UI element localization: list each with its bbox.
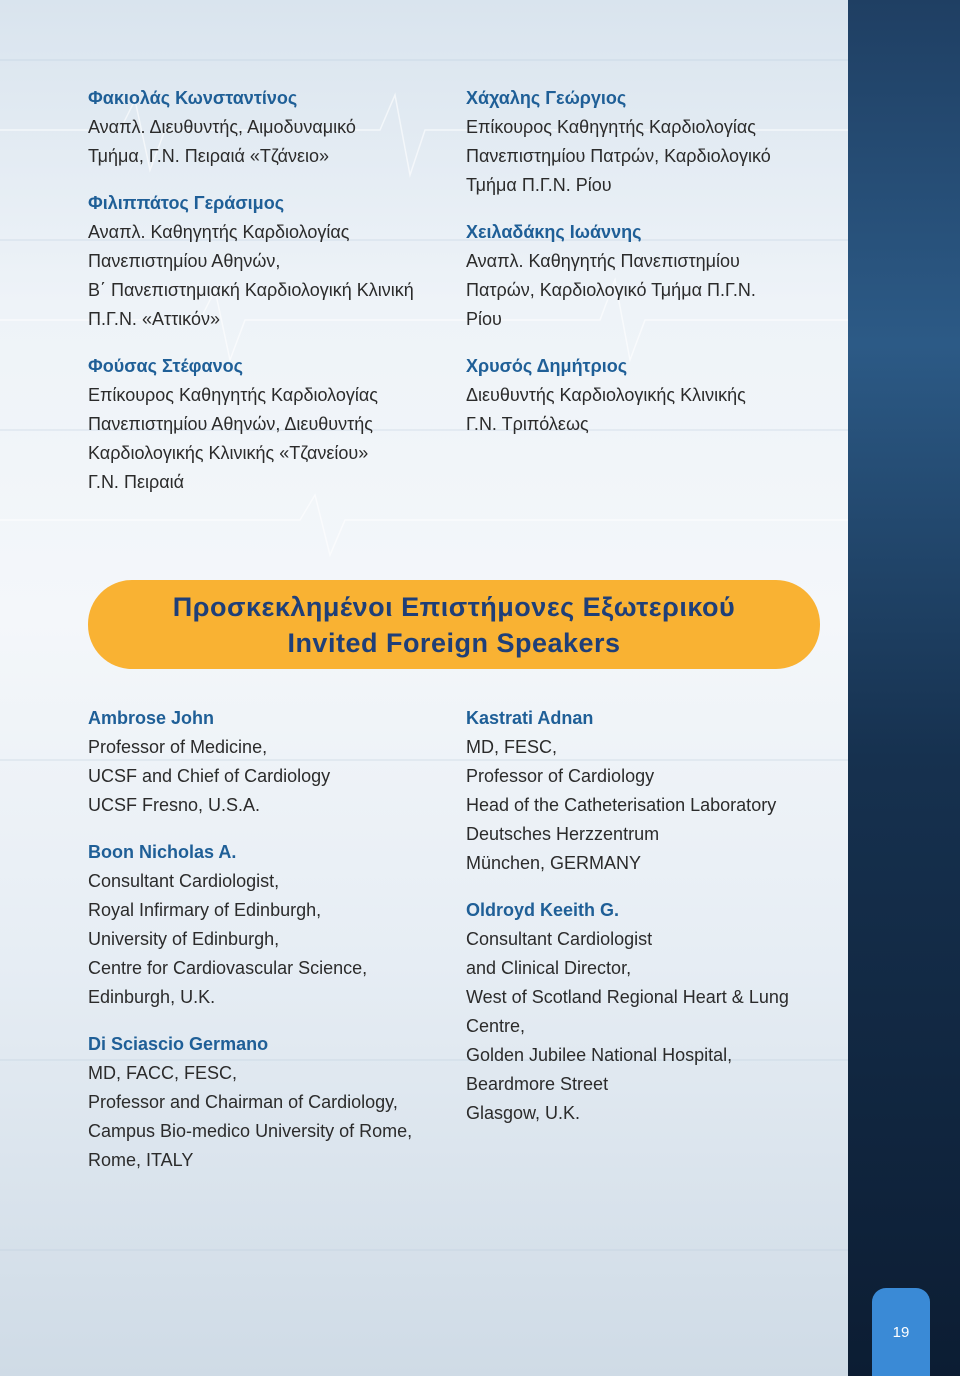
speaker-affiliation-line: Αναπλ. Διευθυντής, Αιμοδυναμικό: [88, 117, 356, 137]
page-number-tab: [872, 1288, 930, 1376]
speaker-name: Χειλαδάκης Ιωάννης: [466, 222, 642, 242]
speaker-affiliation-line: Campus Bio-medico University of Rome,: [88, 1121, 413, 1141]
speaker-name: Ambrose John: [88, 708, 215, 728]
speaker-entry: [466, 352, 836, 439]
speaker-affiliation-line: UCSF Fresno, U.S.A.: [88, 795, 261, 815]
speaker-affiliation-line: München, GERMANY: [466, 853, 642, 873]
speaker-affiliation-line: Π.Γ.Ν. «Αττικόν»: [88, 309, 220, 329]
speaker-affiliation-line: Ρίου: [466, 309, 502, 329]
speaker-name: Φακιολάς Κωνσταντίνος: [88, 88, 298, 108]
speaker-affiliation-line: Head of the Catheterisation Laboratory: [466, 795, 777, 815]
speaker-affiliation-line: Glasgow, U.K.: [466, 1103, 581, 1123]
speaker-name: Φιλιππάτος Γεράσιμος: [88, 193, 285, 213]
speaker-affiliation-line: Β΄ Πανεπιστημιακή Καρδιολογική Κλινική: [88, 280, 414, 300]
speaker-entry: [466, 896, 836, 1128]
speaker-affiliation-line: Γ.Ν. Πειραιά: [88, 472, 185, 492]
speaker-affiliation-line: Πανεπιστημίου Αθηνών,: [88, 251, 281, 271]
speaker-affiliation-line: Centre for Cardiovascular Science,: [88, 958, 368, 978]
speaker-name: Kastrati Adnan: [466, 708, 594, 728]
speaker-affiliation-line: West of Scotland Regional Heart & Lung: [466, 987, 789, 1007]
speaker-affiliation-line: Beardmore Street: [466, 1074, 609, 1094]
speaker-name: Φούσας Στέφανος: [88, 356, 243, 376]
speaker-entry: [466, 84, 836, 200]
banner-title-english: Invited Foreign Speakers: [287, 627, 621, 658]
speaker-affiliation-line: Royal Infirmary of Edinburgh,: [88, 900, 322, 920]
speaker-affiliation-line: Professor of Medicine,: [88, 737, 268, 757]
speaker-affiliation-line: Centre,: [466, 1016, 526, 1036]
greek-speakers-left-column: [88, 84, 458, 515]
speaker-affiliation-line: Professor and Chairman of Cardiology,: [88, 1092, 398, 1112]
foreign-speakers-left-column: [88, 704, 460, 1193]
speaker-affiliation-line: Επίκουρος Καθηγητής Καρδιολογίας: [466, 117, 756, 137]
greek-speakers-right-column: [466, 84, 836, 457]
speaker-affiliation-line: Golden Jubilee National Hospital,: [466, 1045, 733, 1065]
speaker-affiliation-line: MD, FESC,: [466, 737, 558, 757]
speaker-entry: [88, 84, 458, 171]
speaker-affiliation-line: Consultant Cardiologist,: [88, 871, 280, 891]
speaker-affiliation-line: MD, FACC, FESC,: [88, 1063, 238, 1083]
speaker-entry: [466, 704, 836, 878]
speaker-affiliation-line: Πανεπιστημίου Πατρών, Καρδιολογικό: [466, 146, 771, 166]
speaker-affiliation-line: Professor of Cardiology: [466, 766, 655, 786]
speaker-affiliation-line: Καρδιολογικής Κλινικής «Τζανείου»: [88, 443, 369, 463]
speaker-affiliation-line: Αναπλ. Καθηγητής Πανεπιστημίου: [466, 251, 740, 271]
speaker-affiliation-line: Επίκουρος Καθηγητής Καρδιολογίας: [88, 385, 378, 405]
speaker-affiliation-line: Πανεπιστημίου Αθηνών, Διευθυντής: [88, 414, 373, 434]
speaker-affiliation-line: Τμήμα Π.Γ.Ν. Ρίου: [466, 175, 612, 195]
speaker-affiliation-line: Deutsches Herzzentrum: [466, 824, 660, 844]
speaker-entry: [466, 218, 836, 334]
speaker-name: Oldroyd Keeith G.: [466, 900, 620, 920]
speaker-entry: [88, 189, 458, 334]
speaker-affiliation-line: Γ.Ν. Τριπόλεως: [466, 414, 589, 434]
invited-speakers-banner: [88, 580, 820, 669]
decorative-bridge-strip: [848, 0, 960, 1376]
speaker-affiliation-line: UCSF and Chief of Cardiology: [88, 766, 331, 786]
speaker-affiliation-line: Rome, ITALY: [88, 1150, 194, 1170]
speaker-affiliation-line: Αναπλ. Καθηγητής Καρδιολογίας: [88, 222, 350, 242]
speaker-entry: [88, 704, 460, 820]
speaker-affiliation-line: University of Edinburgh,: [88, 929, 280, 949]
speaker-name: Χάχαλης Γεώργιος: [466, 88, 627, 108]
speaker-entry: [88, 352, 458, 497]
speaker-affiliation-line: and Clinical Director,: [466, 958, 632, 978]
speaker-name: Di Sciascio Germano: [88, 1034, 269, 1054]
speaker-affiliation-line: Τμήμα, Γ.Ν. Πειραιά «Τζάνειο»: [88, 146, 330, 166]
page-number: 19: [892, 1323, 910, 1341]
banner-title-greek: Προσκεκλημένοι Επιστήμονες Εξωτερικού: [172, 591, 736, 622]
speaker-entry: [88, 1030, 460, 1175]
speaker-entry: [88, 838, 460, 1012]
foreign-speakers-right-column: [466, 704, 836, 1146]
speaker-affiliation-line: Πατρών, Καρδιολογικό Τμήμα Π.Γ.Ν.: [466, 280, 756, 300]
speaker-affiliation-line: Consultant Cardiologist: [466, 929, 653, 949]
speaker-affiliation-line: Edinburgh, U.K.: [88, 987, 216, 1007]
speaker-affiliation-line: Διευθυντής Καρδιολογικής Κλινικής: [466, 385, 746, 405]
speaker-name: Χρυσός Δημήτριος: [466, 356, 628, 376]
speaker-name: Boon Nicholas A.: [88, 842, 237, 862]
